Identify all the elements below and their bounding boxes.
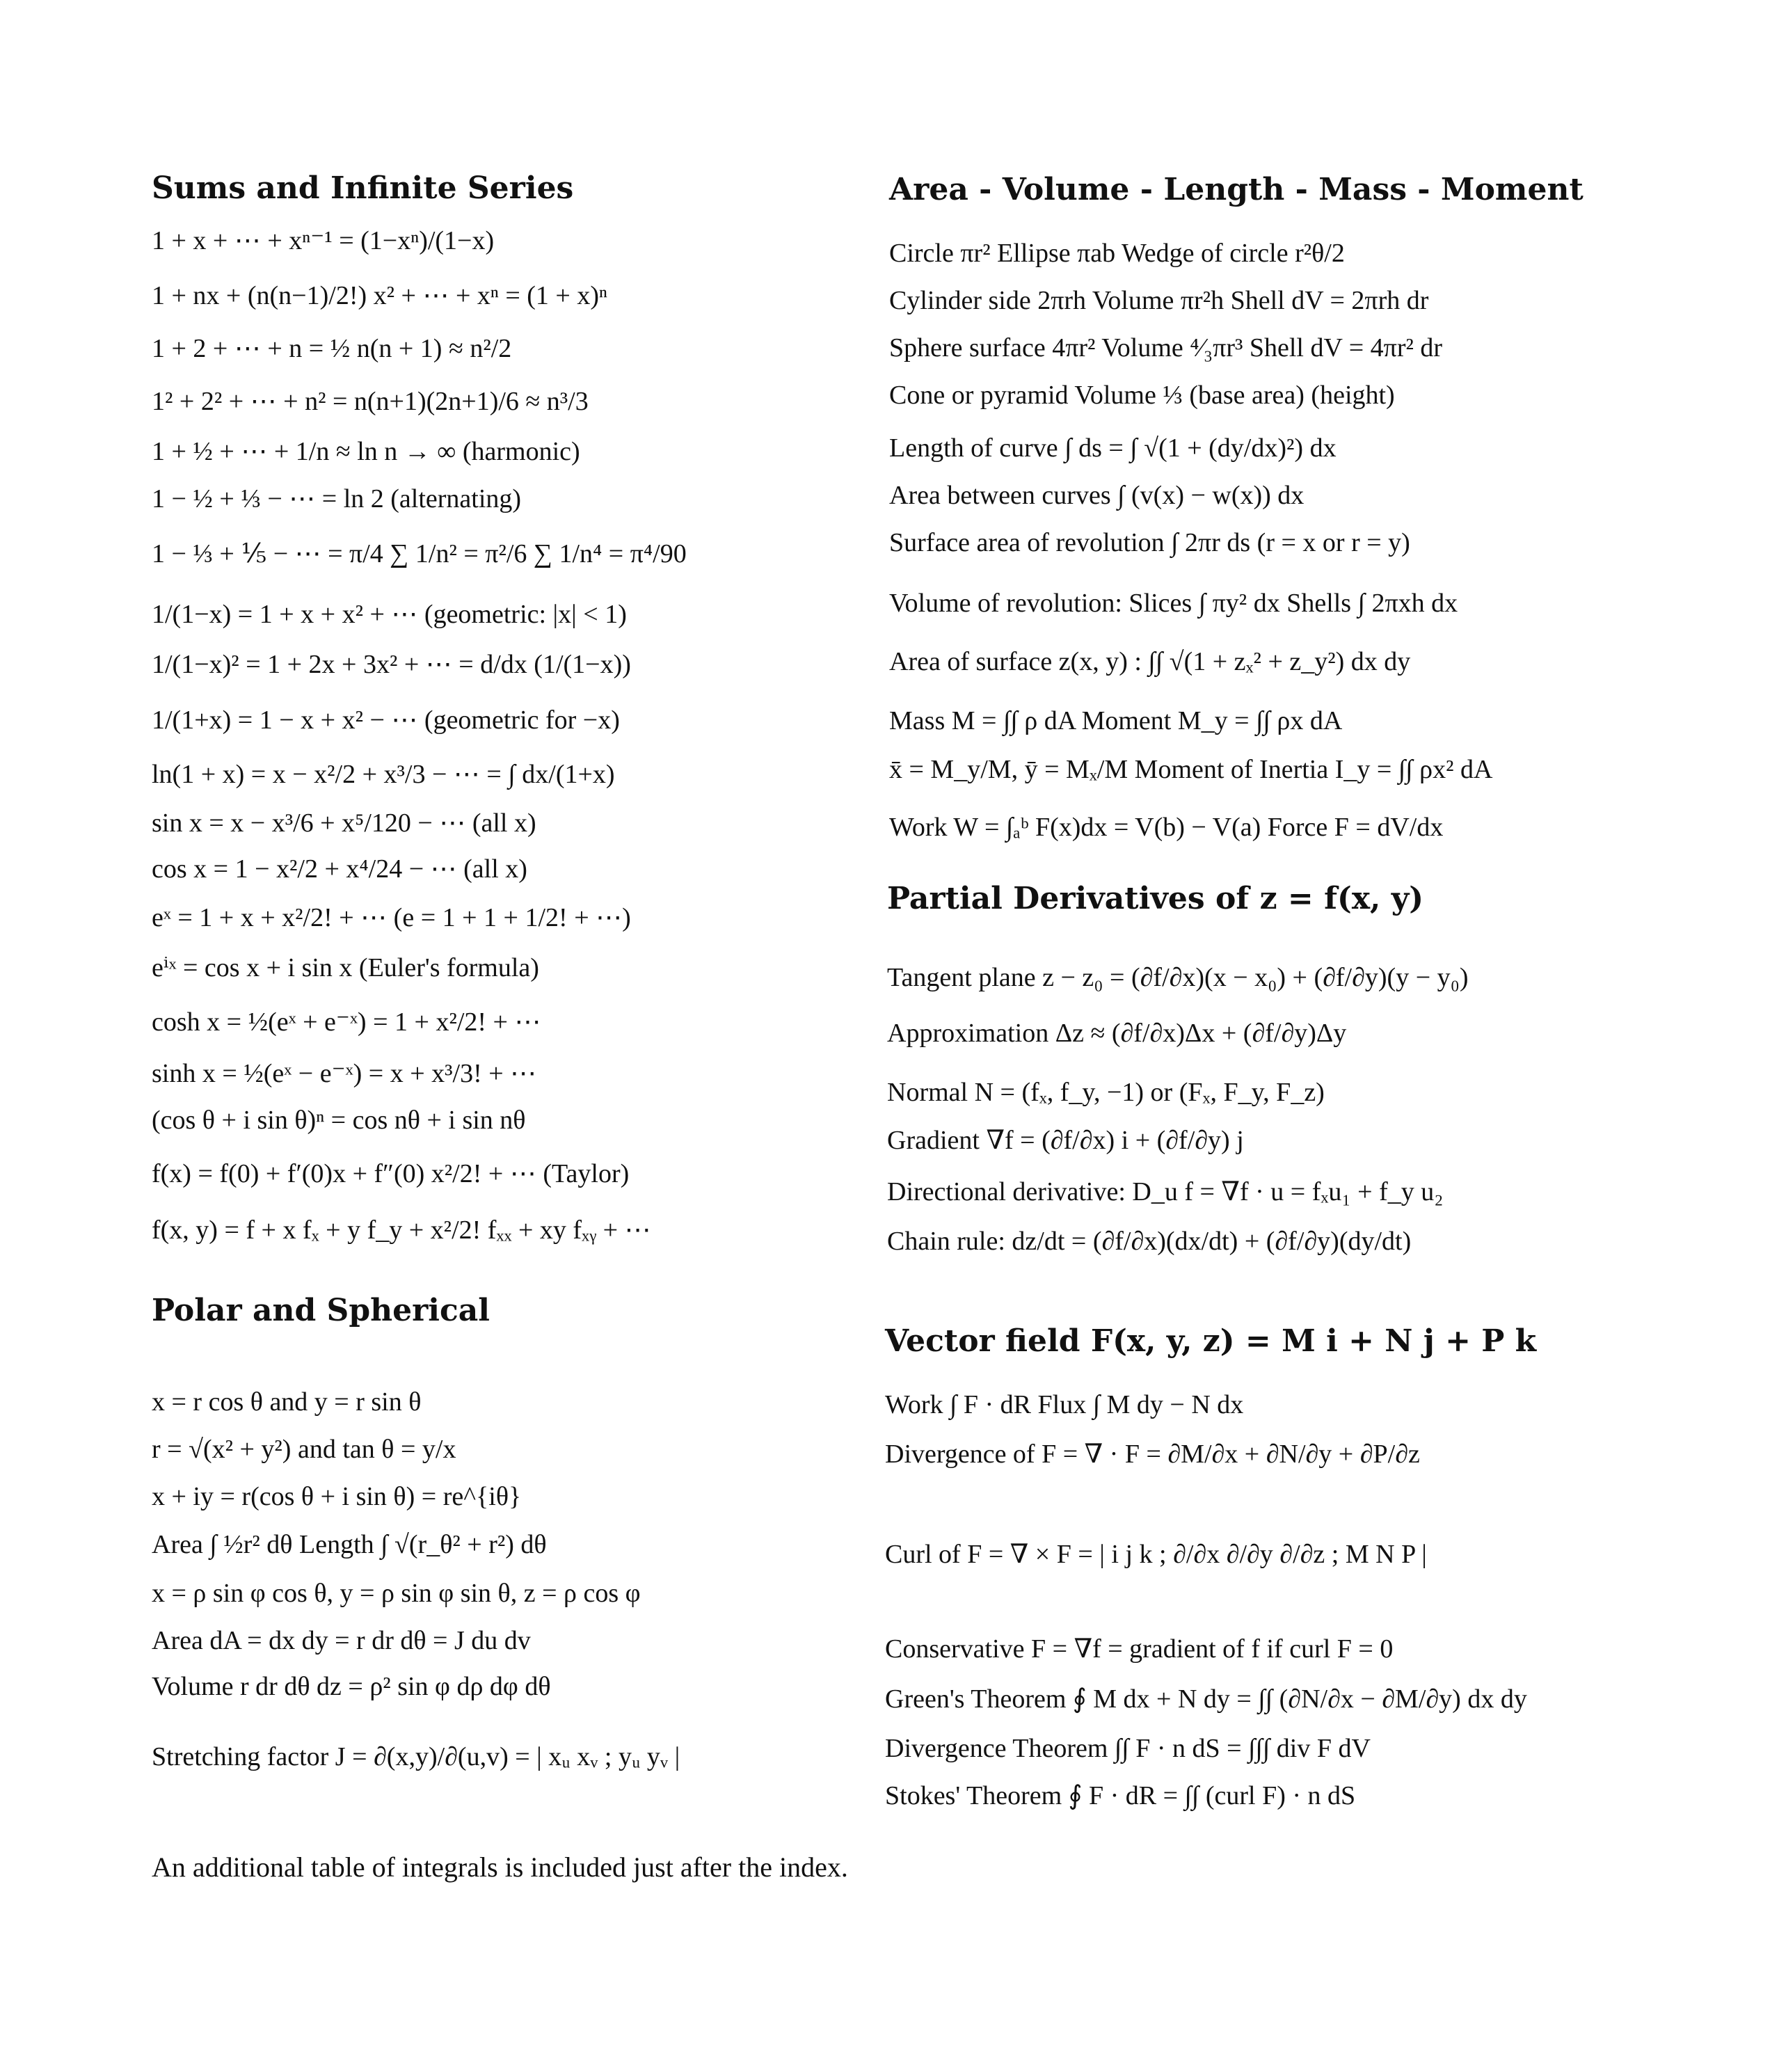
formula-line-polar: Stretching factor J = ∂(x,y)/∂(u,v) = | xᵤ xᵥ ; yᵤ yᵥ | [152, 1742, 680, 1771]
formula-line-partial: Directional derivative: D_u f = ∇f · u = fₓu₁ + f_y u₂ [887, 1177, 1444, 1207]
formula-line-area: Length of curve ∫ ds = ∫ √(1 + (dy/dx)²) dx [889, 433, 1337, 463]
formula-line-area: Circle πr² Ellipse πab Wedge of circle r²θ/2 [889, 238, 1345, 268]
formula-line-area: Volume of revolution: Slices ∫ πy² dx Shells ∫ 2πxh dx [889, 589, 1458, 619]
formula-line-series: 1 + x + ⋯ + xⁿ⁻¹ = (1−xⁿ)/(1−x) [152, 225, 495, 255]
formula-line-partial: Chain rule: dz/dt = (∂f/∂x)(dx/dt) + (∂f/∂y)(dy/dt) [887, 1227, 1412, 1257]
formula-line-vector: Stokes' Theorem ∮ F · dR = ∫∫ (curl F) · n dS [885, 1780, 1356, 1810]
formula-line-area: Surface area of revolution ∫ 2πr ds (r = x or r = y) [889, 528, 1410, 558]
formula-line-partial: Gradient ∇f = (∂f/∂x) i + (∂f/∂y) j [887, 1126, 1244, 1156]
formula-line-series: 1/(1+x) = 1 − x + x² − ⋯ (geometric for −x) [152, 706, 620, 735]
formula-line-polar: x = ρ sin φ cos θ, y = ρ sin φ sin θ, z = ρ cos φ [152, 1578, 641, 1608]
formula-line-partial: Normal N = (fₓ, f_y, −1) or (Fₓ, F_y, F_z) [887, 1078, 1325, 1108]
formula-line-vector: Curl of F = ∇ × F = | i j k ; ∂/∂x ∂/∂y ∂/∂z ; M N P | [885, 1539, 1427, 1569]
section-heading-polar: Polar and Spherical [152, 1293, 490, 1329]
section-heading-series: Sums and Infinite Series [152, 170, 574, 206]
formula-line-polar: r = √(x² + y²) and tan θ = y/x [152, 1435, 456, 1465]
formula-line-vector: Divergence Theorem ∫∫ F · n dS = ∫∫∫ div F dV [885, 1734, 1371, 1764]
formula-line-series: sin x = x − x³/6 + x⁵/120 − ⋯ (all x) [152, 808, 536, 838]
formula-line-series: 1/(1−x)² = 1 + 2x + 3x² + ⋯ = d/dx (1/(1−x)) [152, 650, 631, 680]
formula-line-series: cosh x = ½(eˣ + e⁻ˣ) = 1 + x²/2! + ⋯ [152, 1007, 541, 1037]
formula-line-series: 1² + 2² + ⋯ + n² = n(n+1)(2n+1)/6 ≈ n³/3 [152, 386, 589, 416]
formula-line-series: sinh x = ½(eˣ − e⁻ˣ) = x + x³/3! + ⋯ [152, 1058, 537, 1088]
section-heading-partial: Partial Derivatives of z = f(x, y) [887, 880, 1424, 916]
formula-line-series: 1 + ½ + ⋯ + 1/n ≈ ln n → ∞ (harmonic) [152, 436, 580, 466]
formula-line-polar: x + iy = r(cos θ + i sin θ) = re^{iθ} [152, 1482, 522, 1512]
formula-line-series: (cos θ + i sin θ)ⁿ = cos nθ + i sin nθ [152, 1105, 526, 1135]
section-heading-area: Area - Volume - Length - Mass - Moment [889, 171, 1583, 207]
formula-line-series: f(x) = f(0) + f′(0)x + f″(0) x²/2! + ⋯ (Taylor) [152, 1158, 630, 1188]
formula-line-series: eˣ = 1 + x + x²/2! + ⋯ (e = 1 + 1 + 1/2! + ⋯) [152, 903, 631, 933]
formula-line-partial: Tangent plane z − z₀ = (∂f/∂x)(x − x₀) + (∂f/∂y)(y − y₀) [887, 963, 1469, 993]
formula-line-series: f(x, y) = f + x fₓ + y f_y + x²/2! fₓₓ + xy fₓᵧ + ⋯ [152, 1215, 651, 1245]
formula-line-area: Cone or pyramid Volume ⅓ (base area) (height) [889, 381, 1395, 411]
formula-line-series: cos x = 1 − x²/2 + x⁴/24 − ⋯ (all x) [152, 854, 527, 884]
formula-line-area: Area between curves ∫ (v(x) − w(x)) dx [889, 481, 1305, 511]
formula-line-area: Area of surface z(x, y) : ∫∫ √(1 + zₓ² + z_y²) dx dy [889, 646, 1411, 676]
formula-line-series: 1 + nx + (n(n−1)/2!) x² + ⋯ + xⁿ = (1 + x)ⁿ [152, 281, 607, 311]
formula-line-series: 1/(1−x) = 1 + x + x² + ⋯ (geometric: |x| < 1) [152, 600, 627, 630]
footer-note: An additional table of integrals is included just after the index. [152, 1851, 848, 1883]
formula-line-area: Cylinder side 2πrh Volume πr²h Shell dV = 2πrh dr [889, 285, 1429, 315]
formula-line-polar: Area ∫ ½r² dθ Length ∫ √(r_θ² + r²) dθ [152, 1529, 547, 1559]
formula-line-partial: Approximation Δz ≈ (∂f/∂x)Δx + (∂f/∂y)Δy [887, 1018, 1347, 1048]
formula-line-area: Work W = ∫ₐᵇ F(x)dx = V(b) − V(a) Force F = dV/dx [889, 813, 1444, 843]
formula-line-vector: Green's Theorem ∮ M dx + N dy = ∫∫ (∂N/∂x − ∂M/∂y) dx dy [885, 1684, 1527, 1714]
formula-line-series: ln(1 + x) = x − x²/2 + x³/3 − ⋯ = ∫ dx/(1+x) [152, 759, 615, 789]
formula-line-series: eⁱˣ = cos x + i sin x (Euler's formula) [152, 953, 539, 983]
section-heading-vector: Vector field F(x, y, z) = M i + N j + P k [885, 1323, 1537, 1359]
formula-line-vector: Divergence of F = ∇ · F = ∂M/∂x + ∂N/∂y + ∂P/∂z [885, 1439, 1420, 1469]
formula-line-polar: x = r cos θ and y = r sin θ [152, 1387, 422, 1417]
formula-line-polar: Volume r dr dθ dz = ρ² sin φ dρ dφ dθ [152, 1672, 551, 1702]
formula-line-polar: Area dA = dx dy = r dr dθ = J du dv [152, 1625, 531, 1655]
formula-line-area: Mass M = ∫∫ ρ dA Moment M_y = ∫∫ ρx dA [889, 706, 1343, 735]
formula-line-series: 1 + 2 + ⋯ + n = ½ n(n + 1) ≈ n²/2 [152, 333, 512, 363]
formula-line-area: x̄ = M_y/M, ȳ = Mₓ/M Moment of Inertia I_y = ∫∫ ρx² dA [889, 754, 1493, 784]
formula-line-area: Sphere surface 4πr² Volume ⁴⁄₃πr³ Shell dV = 4πr² dr [889, 333, 1443, 362]
formula-line-vector: Conservative F = ∇f = gradient of f if curl F = 0 [885, 1634, 1394, 1664]
formula-line-series: 1 − ½ + ⅓ − ⋯ = ln 2 (alternating) [152, 484, 522, 513]
formula-line-vector: Work ∫ F · dR Flux ∫ M dy − N dx [885, 1389, 1244, 1419]
formula-line-series: 1 − ⅓ + ⅕ − ⋯ = π/4 ∑ 1/n² = π²/6 ∑ 1/n⁴ = π⁴/90 [152, 539, 687, 569]
